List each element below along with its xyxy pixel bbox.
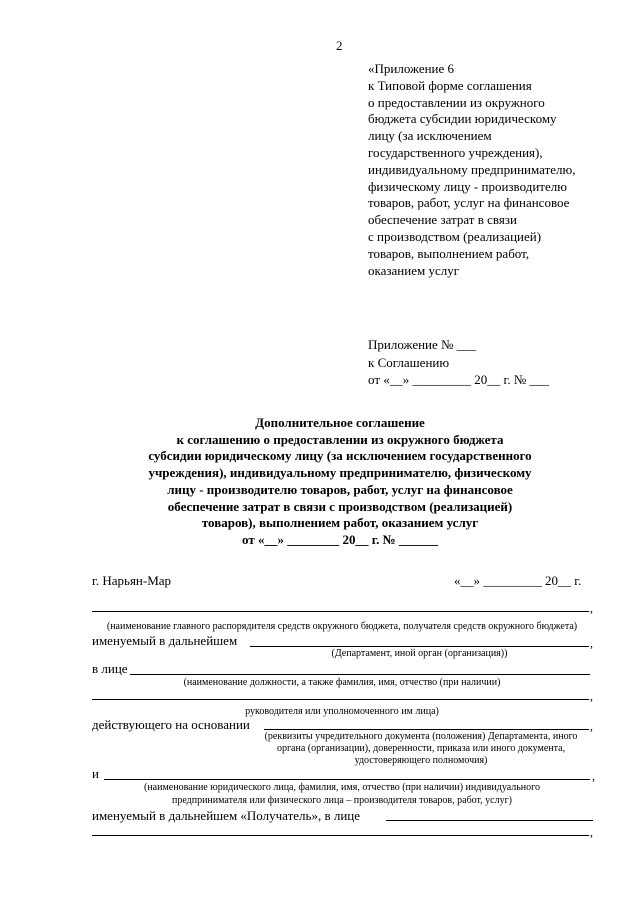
appendix-line: товаров, работ, услуг на финансовое xyxy=(368,195,570,211)
caption-head: руководителя или уполномоченного им лица) xyxy=(245,706,439,717)
appendix-line: к Типовой форме соглашения xyxy=(368,77,532,93)
caption-basis-2: органа (организации), доверенности, приказа или иного документа, xyxy=(276,743,566,754)
annex-agreement: к Соглашению xyxy=(368,354,450,370)
comma: , xyxy=(590,636,593,650)
annex-block xyxy=(368,336,549,389)
comma: , xyxy=(590,719,593,733)
appendix-line: физическому лицу - производителю xyxy=(368,178,567,194)
appendix-line: лицу (за исключением xyxy=(368,128,492,144)
caption-recipient-2: предпринимателя или физического лица – производителя товаров, работ, услуг) xyxy=(171,795,513,806)
title-line: обеспечение затрат в связи с производством (реализацией) xyxy=(167,498,513,514)
caption-position: (наименование должности, а также фамилия, имя, отчество (при наличии) xyxy=(183,677,501,688)
appendix-line: о предоставлении из окружного xyxy=(368,94,545,110)
title-line: товаров), выполнением работ, оказанием услуг xyxy=(201,515,479,531)
comma: , xyxy=(590,689,593,703)
appendix-line: товаров, выполнением работ, xyxy=(368,245,530,261)
title-line: к соглашению о предоставлении из окружного бюджета xyxy=(176,431,504,447)
appendix-header xyxy=(368,61,630,279)
appendix-line: обеспечение затрат в связи xyxy=(368,212,517,228)
title-line: от «__» ________ 20__ г. № ______ xyxy=(242,531,438,547)
in-person-label: в лице xyxy=(92,661,128,676)
appendix-line: с производством (реализацией) xyxy=(368,228,542,244)
recipient-representative-field[interactable] xyxy=(386,820,593,821)
appendix-line: оказанием услуг xyxy=(368,262,460,278)
appendix-line: «Приложение 6 xyxy=(368,61,455,76)
grantor-field[interactable] xyxy=(92,611,589,612)
annex-number: Приложение № ___ xyxy=(368,337,477,352)
appendix-line: бюджета субсидии юридическому xyxy=(368,111,557,127)
title-line: лицу - производителю товаров, работ, услуг на финансовое xyxy=(167,481,513,497)
appendix-line: индивидуальному предпринимателю, xyxy=(368,161,576,177)
department-field[interactable] xyxy=(250,646,589,647)
recipient-representative-continued-field[interactable] xyxy=(92,835,589,836)
appendix-line: государственного учреждения), xyxy=(368,144,543,160)
comma: , xyxy=(592,769,595,783)
acting-label: действующего на основании xyxy=(92,717,250,732)
recipient-field[interactable] xyxy=(104,779,590,780)
and-label: и xyxy=(92,766,99,781)
caption-grantor: (наименование главного распорядителя средств окружного бюджета, получателя средств окружного бюджета) xyxy=(106,621,578,632)
basis-field[interactable] xyxy=(264,729,589,730)
recipient-label: именуемый в дальнейшем «Получатель», в лице xyxy=(92,808,361,823)
document-title xyxy=(92,415,588,549)
title-line: учреждения), индивидуальному предпринимателю, физическому xyxy=(148,465,532,481)
comma: , xyxy=(590,825,593,839)
comma: , xyxy=(590,601,593,615)
signing-date: «__» _________ 20__ г. xyxy=(454,573,582,588)
title-line: Дополнительное соглашение xyxy=(255,415,425,430)
head-field[interactable] xyxy=(92,699,589,700)
caption-department: (Департамент, иной орган (организация)) xyxy=(331,648,508,659)
position-field[interactable] xyxy=(130,674,590,675)
place-of-signing: г. Нарьян-Мар xyxy=(92,573,172,588)
named-label: именуемый в дальнейшем xyxy=(92,633,238,648)
annex-date: от «__» _________ 20__ г. № ___ xyxy=(368,372,550,387)
page-number: 2 xyxy=(336,38,343,53)
caption-basis-1: (реквизиты учредительного документа (положения) Департамента, иного xyxy=(264,731,578,742)
caption-recipient-1: (наименование юридического лица, фамилия, имя, отчество (при наличии) индивидуального xyxy=(143,782,540,793)
title-line: субсидии юридическому лицу (за исключением государственного xyxy=(148,448,532,464)
caption-basis-3: удостоверяющего полномочия) xyxy=(354,755,488,766)
